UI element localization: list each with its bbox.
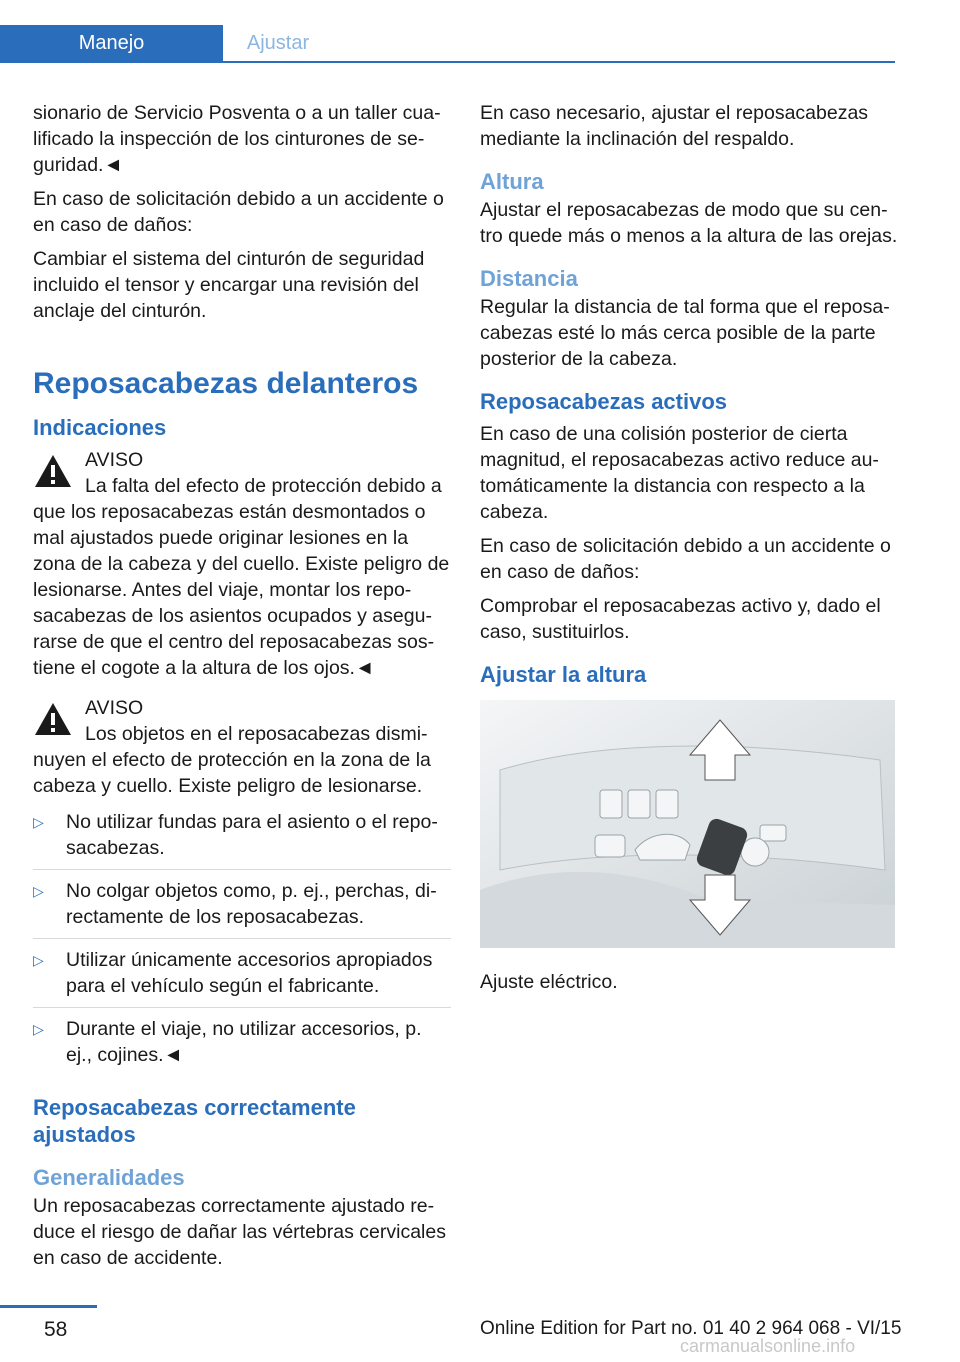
subheading-altura: Altura xyxy=(480,169,544,194)
list-item: ▷ Durante el viaje, no utilizar accesorios, p. ej., cojines.◄ xyxy=(33,1018,422,1066)
paragraph: Un reposacabezas correctamente ajustado reduce el riesgo de dañar las vértebras cervicales en caso de accidente. xyxy=(33,1195,446,1269)
warning-title: AVISO xyxy=(85,697,144,719)
paragraph: Ajustar el reposacabezas de modo que su centro quede más o menos a la altura de las orejas. xyxy=(480,199,898,247)
watermark: carmanualsonline.info xyxy=(680,1336,856,1356)
paragraph: Cambiar el sistema del cinturón de seguridad incluido el tensor y encargar una revisión del anclaje del cinturón. xyxy=(33,248,425,322)
section-tabbar xyxy=(0,25,895,63)
warning-text: Los objetos en el reposacabezas disminuyen el efecto de protección en la zona de la cabeza y cuello. Existe peligro de lesionarse. xyxy=(33,723,431,797)
seat-adjust-illustration xyxy=(480,700,895,948)
page-number-rule xyxy=(0,1305,97,1308)
warning-title: AVISO xyxy=(85,449,144,471)
tab-ajustar[interactable]: Ajustar xyxy=(246,32,310,54)
list-item: ▷ Utilizar únicamente accesorios apropiados para el vehículo según el fabricante. xyxy=(33,947,451,1008)
list-item: ▷ No utilizar fundas para el asiento o el reposacabezas. xyxy=(33,809,451,870)
bullet-list xyxy=(33,809,451,1076)
list-item: ▷ No colgar objetos como, p. ej., perchas, directamente de los reposacabezas. xyxy=(33,878,451,939)
page-number: 58 xyxy=(44,1318,68,1341)
paragraph: Regular la distancia de tal forma que el reposacabezas esté lo más cerca posible de la parte posterior de la cabeza. xyxy=(480,296,890,370)
paragraph: sionario de Servicio Posventa o a un taller cualificado la inspección de los cinturones de seguridad.◄ xyxy=(33,102,441,176)
triangle-bullet-icon: ▷ xyxy=(33,883,44,899)
warning-block xyxy=(33,695,451,799)
paragraph: En caso de solicitación debido a un accidente o en caso de daños: xyxy=(480,535,891,583)
triangle-bullet-icon: ▷ xyxy=(33,1021,44,1037)
tab-manejo[interactable]: Manejo xyxy=(0,25,223,61)
paragraph: En caso de una colisión posterior de cierta magnitud, el reposacabezas activo reduce automáticamente la distancia con respecto a la cabeza. xyxy=(480,423,879,523)
triangle-bullet-icon: ▷ xyxy=(33,814,44,830)
paragraph: En caso de solicitación debido a un accidente o en caso de daños: xyxy=(33,188,444,236)
figure-caption: Ajuste eléctrico. xyxy=(480,971,618,993)
warning-triangle-icon xyxy=(33,453,73,489)
warning-text: La falta del efecto de protección debido a que los reposacabezas están desmontados o mal ajustados puede originar lesiones en la zona de la cabeza y del cuello. Existe peligro de lesionarse. Antes del viaje, montar los reposacabezas de los asientos ocupados y asegurarse de que el centro del reposacabezas sostiene el cogote a la altura de los ojos.◄ xyxy=(33,475,450,679)
triangle-bullet-icon: ▷ xyxy=(33,952,44,968)
subheading-generalidades: Generalidades xyxy=(33,1165,185,1190)
right-column xyxy=(480,100,898,1003)
subsection-title-activos: Reposacabezas activos xyxy=(480,389,728,414)
warning-block xyxy=(33,447,451,681)
paragraph: Comprobar el reposacabezas activo y, dado el caso, sustituirlos. xyxy=(480,595,881,643)
section-title: Reposacabezas delanteros xyxy=(33,367,419,400)
subsection-title-indicaciones: Indicaciones xyxy=(33,415,167,440)
paragraph: En caso necesario, ajustar el reposacabezas mediante la inclinación del respaldo. xyxy=(480,102,869,150)
edition-footer: Online Edition for Part no. 01 40 2 964 068 - VI/15 xyxy=(480,1318,902,1339)
warning-triangle-icon xyxy=(33,701,73,737)
subsection-title-correct: Reposacabezas correctamente ajustados xyxy=(33,1095,356,1147)
left-column xyxy=(33,100,451,1279)
subsection-title-ajustar: Ajustar la altura xyxy=(480,662,647,687)
subheading-distancia: Distancia xyxy=(480,266,578,291)
